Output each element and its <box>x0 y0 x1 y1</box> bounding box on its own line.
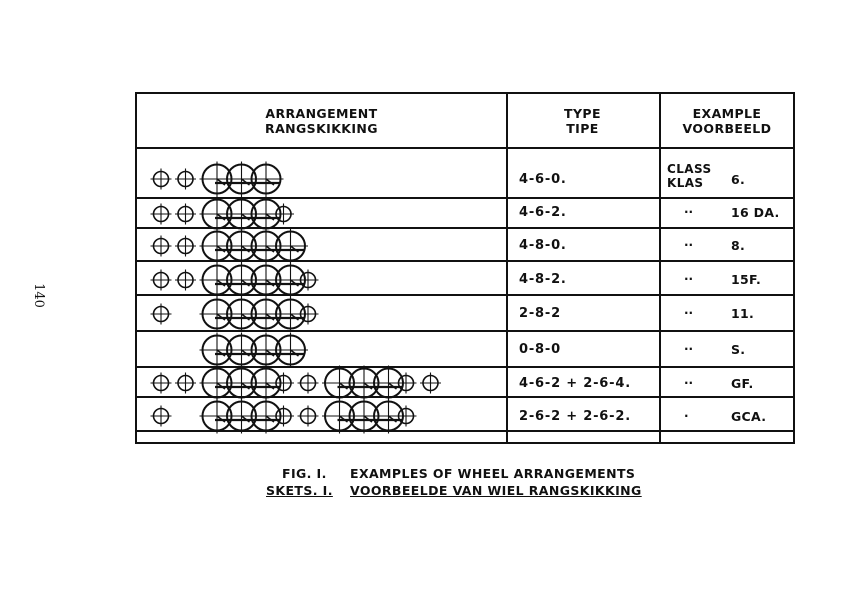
ditto-marks: ·· <box>684 272 694 286</box>
header-type-af: TIPE <box>566 121 599 136</box>
row-type: 4-6-2. <box>519 205 567 220</box>
row-class: 15F. <box>731 272 762 287</box>
header-arrangement-af: RANGSKIKKING <box>265 121 378 136</box>
row-type: 4-6-0. <box>519 172 567 187</box>
class-label <box>667 162 721 190</box>
skets-label: SKETS. I. <box>266 483 333 498</box>
ditto-marks: ·· <box>684 342 694 356</box>
row-class: 16 DA. <box>731 205 780 220</box>
ditto-marks: ·· <box>684 306 694 320</box>
row-class: S. <box>731 342 746 357</box>
row-type: 4-6-2 + 2-6-4. <box>519 376 631 391</box>
class-label-en: CLASS <box>667 162 712 176</box>
header-example-af: VOORBEELD <box>682 121 772 136</box>
row-class: GF. <box>731 376 754 391</box>
wheel-arrangement-table <box>135 92 795 444</box>
header-type-en: TYPE <box>564 106 601 121</box>
row-type: 4-8-0. <box>519 238 567 253</box>
row-type: 0-8-0 <box>519 342 561 357</box>
ditto-marks: ·· <box>684 376 694 390</box>
ditto-marks: · <box>684 409 689 423</box>
skets-text: VOORBEELDE VAN WIEL RANGSKIKKING <box>350 483 642 498</box>
row-class: 6. <box>731 172 746 187</box>
row-class: GCA. <box>731 409 767 424</box>
row-type: 2-6-2 + 2-6-2. <box>519 409 631 424</box>
row-type: 4-8-2. <box>519 272 567 287</box>
ditto-marks: ·· <box>684 238 694 252</box>
fig-text: EXAMPLES OF WHEEL ARRANGEMENTS <box>350 466 636 481</box>
header-type <box>506 94 659 148</box>
row-type: 2-8-2 <box>519 306 561 321</box>
header-arrangement-en: ARRANGEMENT <box>265 106 378 121</box>
class-label-af: KLAS <box>667 176 704 190</box>
header-example-en: EXAMPLE <box>692 106 762 121</box>
ditto-marks: ·· <box>684 205 694 219</box>
header-example <box>659 94 795 148</box>
fig-label: FIG. I. <box>282 466 327 481</box>
page-number: 140 <box>30 283 46 308</box>
row-class: 8. <box>731 238 746 253</box>
row-class: 11. <box>731 306 755 321</box>
wheel-diagrams <box>137 94 506 444</box>
